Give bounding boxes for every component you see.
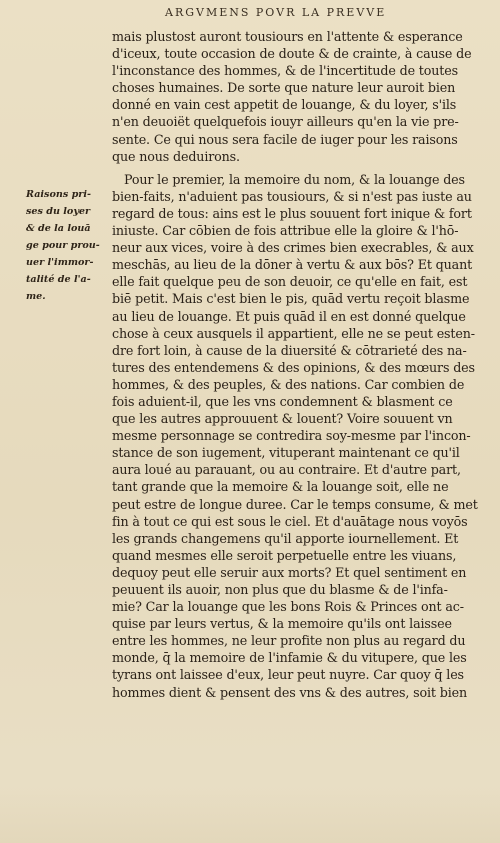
text-line: dre fort loin, à cause de la diuersité & cōtrarieté des na-	[112, 342, 467, 358]
text-line: bien-faits, n'aduient pas tousiours, & si n'est pas iuste au	[112, 188, 472, 204]
margin-note-line: uer l'immor-	[26, 257, 94, 268]
text-line: aura loué au parauant, ou au contraire. Et d'autre part,	[112, 462, 461, 478]
text-line: que les autres approuuent & louent? Voire souuent vn	[112, 411, 453, 427]
text-line: peuuent ils auoir, non plus que du blasme & de l'infa-	[112, 582, 448, 597]
text-line: regard de tous: ains est le plus souuent fort inique & fort	[112, 205, 472, 221]
text-line: hommes dient & pensent des vns & des autres, soit bien	[112, 684, 468, 700]
text-line: fois aduient-il, que les vns condemnent & blasment ce	[112, 393, 453, 409]
text-line: mais plustost auront tousiours en l'attente & esperance	[112, 29, 463, 44]
text-line: quand mesmes elle seroit perpetuelle entre les viuans,	[112, 547, 457, 563]
text-line: hommes, & des peuples, & des nations. Car combien de	[112, 376, 465, 392]
text-line: mie? Car la louange que les bons Rois & Princes ont ac-	[112, 599, 464, 615]
text-line: tures des entendemens & des opinions, & des mœurs des	[112, 359, 475, 375]
text-line: Pour le premier, la memoire du nom, & la louange des	[124, 171, 465, 187]
text-line: iniuste. Car cōbien de fois attribue elle la gloire & l'hō-	[112, 223, 459, 239]
margin-note-line: ge pour prou-	[26, 240, 100, 251]
text-line: quise par leurs vertus, & la memoire qu'ils ont laissee	[112, 616, 452, 632]
text-line: que nous deduirons.	[112, 148, 240, 164]
text-line: chose à ceux ausquels il appartient, elle ne se peut esten-	[112, 325, 475, 341]
text-line: entre les hommes, ne leur profite non plus au regard du	[112, 633, 466, 649]
text-line: fin à tout ce qui est sous le ciel. Et d'auātage nous voyōs	[112, 513, 468, 529]
text-line: n'en deuoiët quelquefois iouyr ailleurs qu'en la vie pre-	[112, 114, 459, 130]
margin-note-line: talité de l'a-	[26, 274, 91, 285]
text-line: tant grande que la memoire & la louange soit, elle ne	[112, 479, 449, 495]
paragraph	[112, 171, 488, 701]
text-line: elle fait quelque peu de son deuoir, ce qu'elle en fait, est	[112, 274, 468, 290]
text-line: l'inconstance des hommes, & de l'incertitude de toutes	[112, 63, 458, 79]
text-line: peut estre de longue duree. Car le temps consume, & met	[112, 496, 478, 512]
margin-note-line: & de la louā	[26, 223, 91, 234]
margin-note	[26, 186, 110, 305]
text-line: monde, q̄ la memoire de l'infamie & du vitupere, que les	[112, 650, 467, 666]
text-line: biē petit. Mais c'est bien le pis, quād vertu reçoit blasme	[112, 291, 470, 307]
text-line: choses humaines. De sorte que nature leur auroit bien	[112, 80, 456, 96]
text-line: d'iceux, toute occasion de doute & de crainte, à cause de	[112, 46, 472, 62]
text-line: donné en vain cest appetit de louange, & du loyer, s'ils	[112, 97, 457, 113]
text-line: meschās, au lieu de la dōner à vertu & aux bōs? Et quant	[112, 257, 473, 273]
body-text	[112, 28, 488, 701]
text-line: stance de son iugement, vituperant maintenant ce qu'il	[112, 445, 460, 461]
margin-note-line: me.	[26, 291, 46, 302]
text-line: les grands changemens qu'il apporte iournellement. Et	[112, 530, 459, 546]
margin-note-line: ses du loyer	[26, 206, 91, 217]
margin-note-line: Raisons pri-	[26, 189, 91, 200]
paragraph	[112, 28, 488, 165]
text-line: au lieu de louange. Et puis quād il en est donné quelque	[112, 308, 466, 324]
text-line: neur aux vices, voire à des crimes bien execrables, & aux	[112, 240, 474, 256]
paper-stain	[0, 783, 500, 843]
text-line: sente. Ce qui nous sera facile de iuger pour les raisons	[112, 131, 458, 147]
text-line: dequoy peut elle seruir aux morts? Et quel sentiment en	[112, 564, 467, 580]
running-head: ARGVMENS POVR LA PREVVE	[165, 6, 387, 19]
text-line: tyrans ont laissee d'eux, leur peut nuyre. Car quoy q̄ les	[112, 667, 464, 683]
text-line: mesme personnage se contredira soy-mesme par l'incon-	[112, 428, 471, 444]
